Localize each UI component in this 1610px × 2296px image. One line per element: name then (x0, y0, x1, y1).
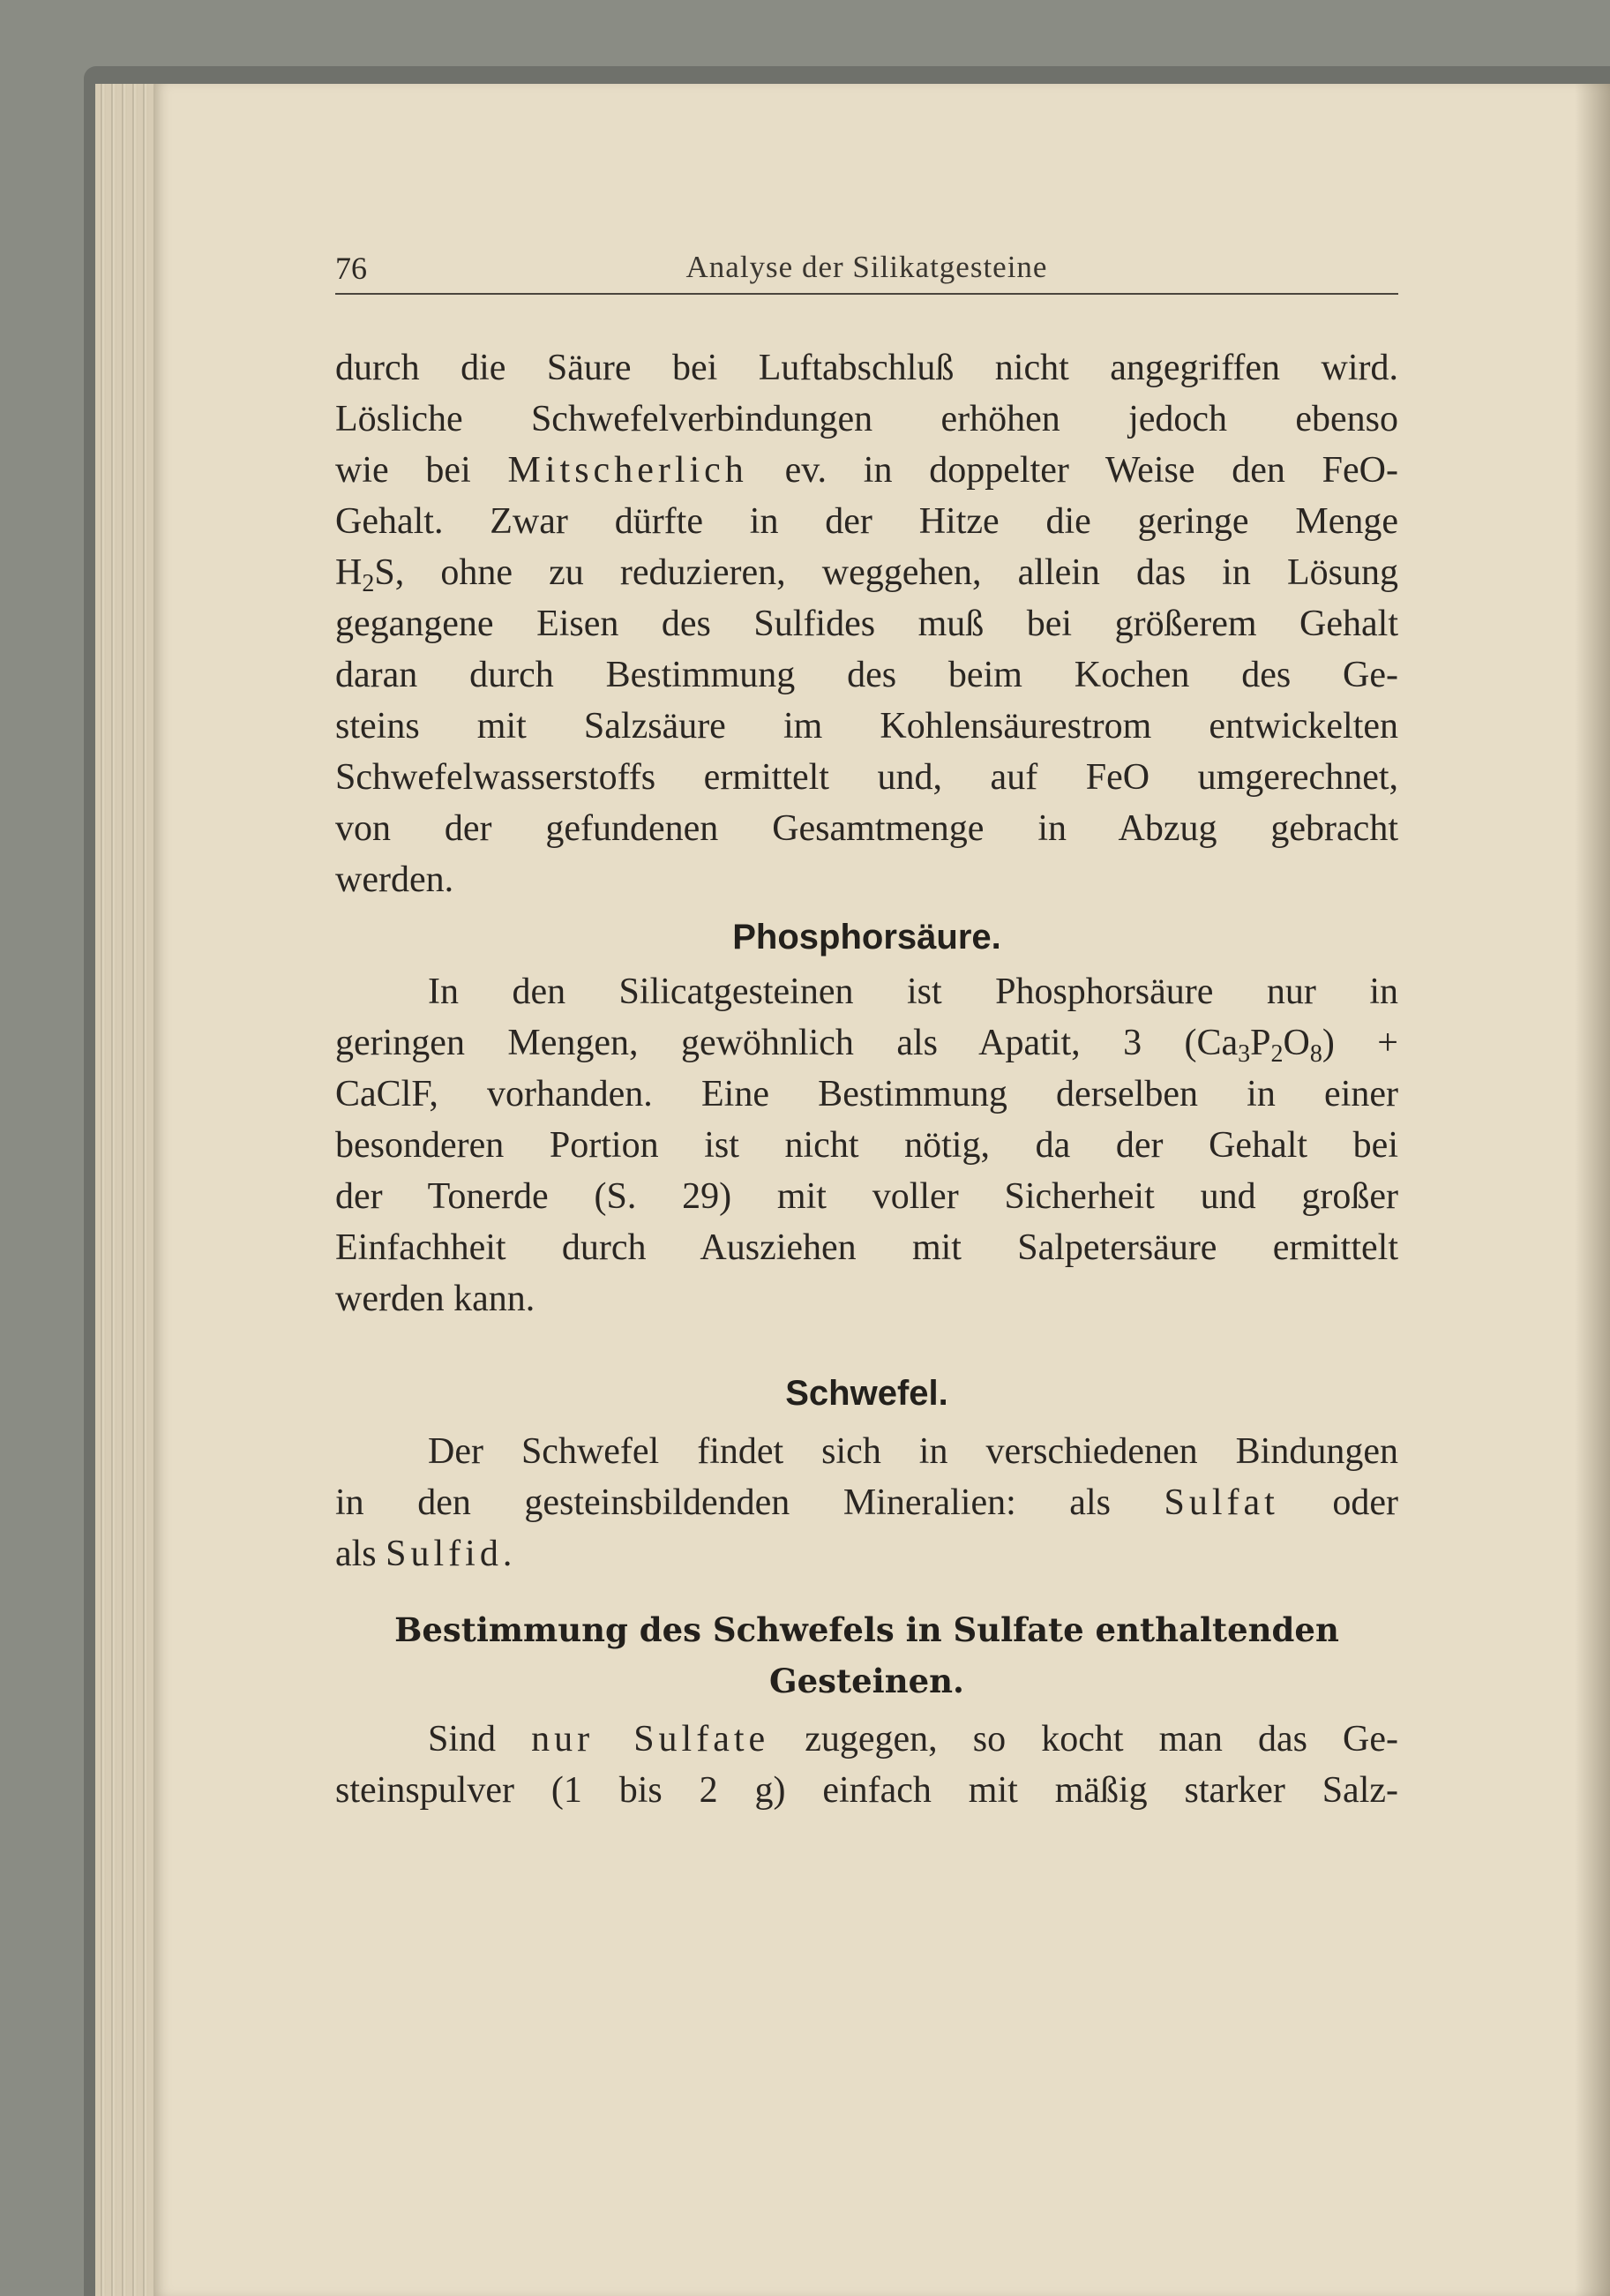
text-line (335, 445, 1398, 496)
text-span: H (335, 552, 363, 593)
page-body (335, 342, 1398, 1816)
text-line: Lösliche Schwefelverbindungen erhöhen jedoch ebenso (335, 399, 1398, 439)
text-line: steins mit Salzsäure im Kohlensäurestrom entwickelten (335, 706, 1398, 747)
text-line: von der gefundenen Gesamtmenge in Abzug gebracht (335, 808, 1398, 849)
spine-shadow (1575, 84, 1610, 2296)
paragraph-schwefel (335, 1426, 1398, 1579)
text-span: oder (1278, 1482, 1398, 1523)
text-line: Der Schwefel findet sich in verschiedenen Bindungen (428, 1431, 1398, 1472)
text-line: Einfachheit durch Ausziehen mit Salpetersäure ermittelt (335, 1227, 1398, 1268)
text-span: S, ohne zu reduzieren, weggehen, allein das in Lösung (374, 552, 1398, 593)
text-span: P (1250, 1023, 1271, 1063)
text-line: werden. (335, 859, 454, 900)
text-line (335, 1017, 1398, 1069)
text-line: der Tonerde (S. 29) mit voller Sicherheit und großer (335, 1176, 1398, 1217)
text-line (335, 1528, 1398, 1579)
text-span: . (502, 1534, 513, 1574)
text-line: CaClF, vorhanden. Eine Bestimmung derselben in einer (335, 1074, 1398, 1114)
subscript: 8 (1309, 1040, 1322, 1068)
running-title: Analyse der Silikatgesteine (685, 250, 1048, 284)
text-line: Schwefelwasserstoffs ermittelt und, auf FeO umgerechnet, (335, 757, 1398, 798)
text-line: In den Silicatgesteinen ist Phosphorsäure nur in (428, 972, 1398, 1012)
text-span: O (1283, 1023, 1310, 1063)
text-span: ev. in doppelter Weise den FeO- (747, 450, 1399, 491)
text-line: gegangene Eisen des Sulfides muß bei größerem Gehalt (335, 604, 1398, 644)
text-span: Sind (428, 1719, 532, 1760)
paragraph-phosphorsaeure (335, 966, 1398, 1324)
text-span: ) + (1322, 1023, 1398, 1063)
heading-line: Bestimmung des Schwefels in Sulfate enthaltenden (394, 1610, 1339, 1649)
text-line (335, 547, 1398, 598)
text-span: zugegen, so kocht man das Ge- (769, 1719, 1399, 1760)
heading-schwefel: Schwefel. (785, 1374, 948, 1413)
subscript: 2 (1270, 1040, 1284, 1068)
spaced-term: Sulfid (386, 1534, 503, 1574)
page-header (335, 243, 1398, 296)
heading-bestimmung (335, 1604, 1398, 1707)
heading-phosphorsaeure: Phosphorsäure. (732, 918, 1001, 957)
subscript: 3 (1238, 1040, 1251, 1068)
text-line: steinspulver (1 bis 2 g) einfach mit mäßig starker Salz- (335, 1770, 1398, 1811)
spaced-term: nur Sulfate (531, 1719, 770, 1760)
author-name: Mitscherlich (507, 450, 748, 491)
text-line (335, 1477, 1398, 1528)
paragraph-sulfide-correction (335, 342, 1398, 905)
text-span: geringen Mengen, gewöhnlich als Apatit, 3 (Ca (335, 1023, 1239, 1063)
text-span: als (335, 1534, 386, 1574)
text-span: wie bei (335, 450, 508, 491)
spaced-term: Sulfat (1164, 1482, 1279, 1523)
header-rule (335, 293, 1398, 295)
subscript: 2 (362, 570, 375, 597)
text-line: durch die Säure bei Luftabschluß nicht angegriffen wird. (335, 348, 1398, 388)
paragraph-bestimmung (335, 1714, 1398, 1816)
text-line: Gehalt. Zwar dürfte in der Hitze die geringe Menge (335, 501, 1398, 542)
text-line: daran durch Bestimmung des beim Kochen des Ge- (335, 655, 1398, 695)
heading-line: Gesteinen. (769, 1662, 964, 1700)
text-line: besonderen Portion ist nicht nötig, da der Gehalt bei (335, 1125, 1398, 1166)
text-line: werden kann. (335, 1279, 535, 1319)
page-number: 76 (335, 251, 367, 286)
text-span: in den gesteinsbildenden Mineralien: als (335, 1482, 1164, 1523)
text-line (335, 1714, 1398, 1765)
